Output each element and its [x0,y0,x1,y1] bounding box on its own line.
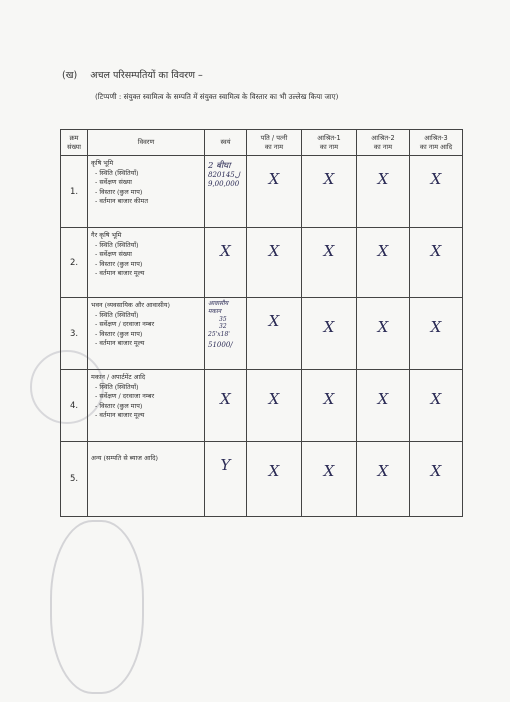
header-dependent-1: आश्रित-1 का नाम [302,130,357,156]
dependent-3-cell [410,298,463,370]
cross-mark: X [377,242,389,260]
dependent-2-cell [357,156,410,228]
cross-mark: X [323,390,335,408]
row-number: 4. [61,370,88,442]
row-title: गैर कृषि भूमि [91,231,122,239]
cross-mark: X [268,390,280,408]
note-text: (टिप्पणी : संयुक्त स्वामित्व के सम्पति में संयुक्त स्वामित्व के विस्तार का भी उल्लेख किया जाए) [95,92,339,101]
row-description: गैर कृषि भूमि - स्थिति (स्थितियाँ) - सर्वेक्षण संख्या - विस्तार (कुल माप) - वर्तमान बाजार मूल्य [88,228,205,298]
dependent-2-cell [357,228,410,298]
cross-mark: X [323,318,335,336]
dependent-3-cell [410,370,463,442]
cross-mark: X [430,390,442,408]
cross-mark: X [323,242,335,260]
self-cell [205,442,247,517]
table-row [61,442,463,517]
cross-mark: X [220,242,231,260]
table-row [61,156,463,228]
row-number: 2. [61,228,88,298]
row-description: कृषि भूमि - स्थिति (स्थितियाँ) - सर्वेक्षण संख्या - विस्तार (कुल माप) - वर्तमान बाजार कीमत [88,156,205,228]
handwritten-note: 9,00,000 [208,180,240,188]
section-title: अचल परिसम्पतियों का विवरण – [90,70,203,81]
handwritten-note: 32 [219,323,227,330]
row-title: कृषि भूमि [91,159,114,167]
table-header-row [61,130,463,156]
self-cell [205,370,247,442]
row-title: मकान / अपार्टमेंट आदि [91,373,146,381]
dependent-3-cell [410,228,463,298]
row-title: अन्य (सम्पति से ब्याज आदि) [91,454,159,462]
cross-mark: X [430,462,442,480]
cross-mark: X [268,242,280,260]
dependent-3-cell [410,442,463,517]
row-number: 3. [61,298,88,370]
spouse-cell [247,370,302,442]
row-description: भवन (व्यवसायिक और आवासीय) - स्थिति (स्थितियाँ) - सर्वेक्षण / दरवाजा नम्बर - विस्तार (कुल माप) - वर्तमान बाजार मूल्य [88,298,205,370]
cross-mark: X [268,170,280,188]
row-number: 5. [61,442,88,517]
handwritten-note: आवासीय [208,300,229,307]
cross-mark: X [377,390,389,408]
header-dependent-3: आश्रित-3 का नाम आदि [410,130,463,156]
spouse-cell [247,442,302,517]
cross-mark: X [323,170,335,188]
row-number: 1. [61,156,88,228]
cross-mark: X [268,312,280,330]
spouse-cell [247,228,302,298]
official-stamp-faint [50,520,144,694]
dependent-2-cell [357,370,410,442]
handwritten-note: 25'x18' [208,331,230,338]
table-row [61,370,463,442]
row-description: मकान / अपार्टमेंट आदि - स्थिति (स्थितियाँ) - सर्वेक्षण / दरवाजा नम्बर - विस्तार (कुल माप) - वर्तमान बाजार मूल्य [88,370,205,442]
handwritten-note: 51000/ [208,341,233,349]
cross-mark: X [430,318,442,336]
header-description: विवरण [88,130,205,156]
dependent-1-cell [302,228,357,298]
dependent-3-cell [410,156,463,228]
dependent-2-cell [357,298,410,370]
header-self: स्वयं [205,130,247,156]
handwritten-note: मकान [208,308,222,315]
header-spouse: पति / पत्नी का नाम [247,130,302,156]
cross-mark: X [377,318,389,336]
section-marker: (ख) [62,70,78,81]
cross-mark: X [323,462,335,480]
dependent-1-cell [302,298,357,370]
header-sn: क्रम संख्या [61,130,88,156]
spouse-cell [247,298,302,370]
dependent-1-cell [302,156,357,228]
row-title: भवन (व्यवसायिक और आवासीय) [91,301,170,309]
immovable-assets-table [60,129,463,517]
handwritten-note: 8201ل45 [208,171,240,179]
cross-mark: X [430,242,442,260]
cross-mark: X [220,390,231,408]
cross-mark: X [377,170,389,188]
self-cell [205,298,247,370]
spouse-cell [247,156,302,228]
handwritten-note: 2 बीघा [208,161,231,171]
cross-mark: X [430,170,442,188]
handwritten-note: 35 [219,316,227,323]
cross-mark: X [377,462,389,480]
header-dependent-2: आश्रित-2 का नाम [357,130,410,156]
row-description [88,442,205,517]
dependent-1-cell [302,442,357,517]
table-row [61,298,463,370]
dependent-2-cell [357,442,410,517]
dependent-1-cell [302,370,357,442]
cross-mark: Y [220,456,231,474]
self-cell [205,156,247,228]
cross-mark: X [268,462,280,480]
table-row [61,228,463,298]
section-heading [62,68,203,81]
self-cell [205,228,247,298]
